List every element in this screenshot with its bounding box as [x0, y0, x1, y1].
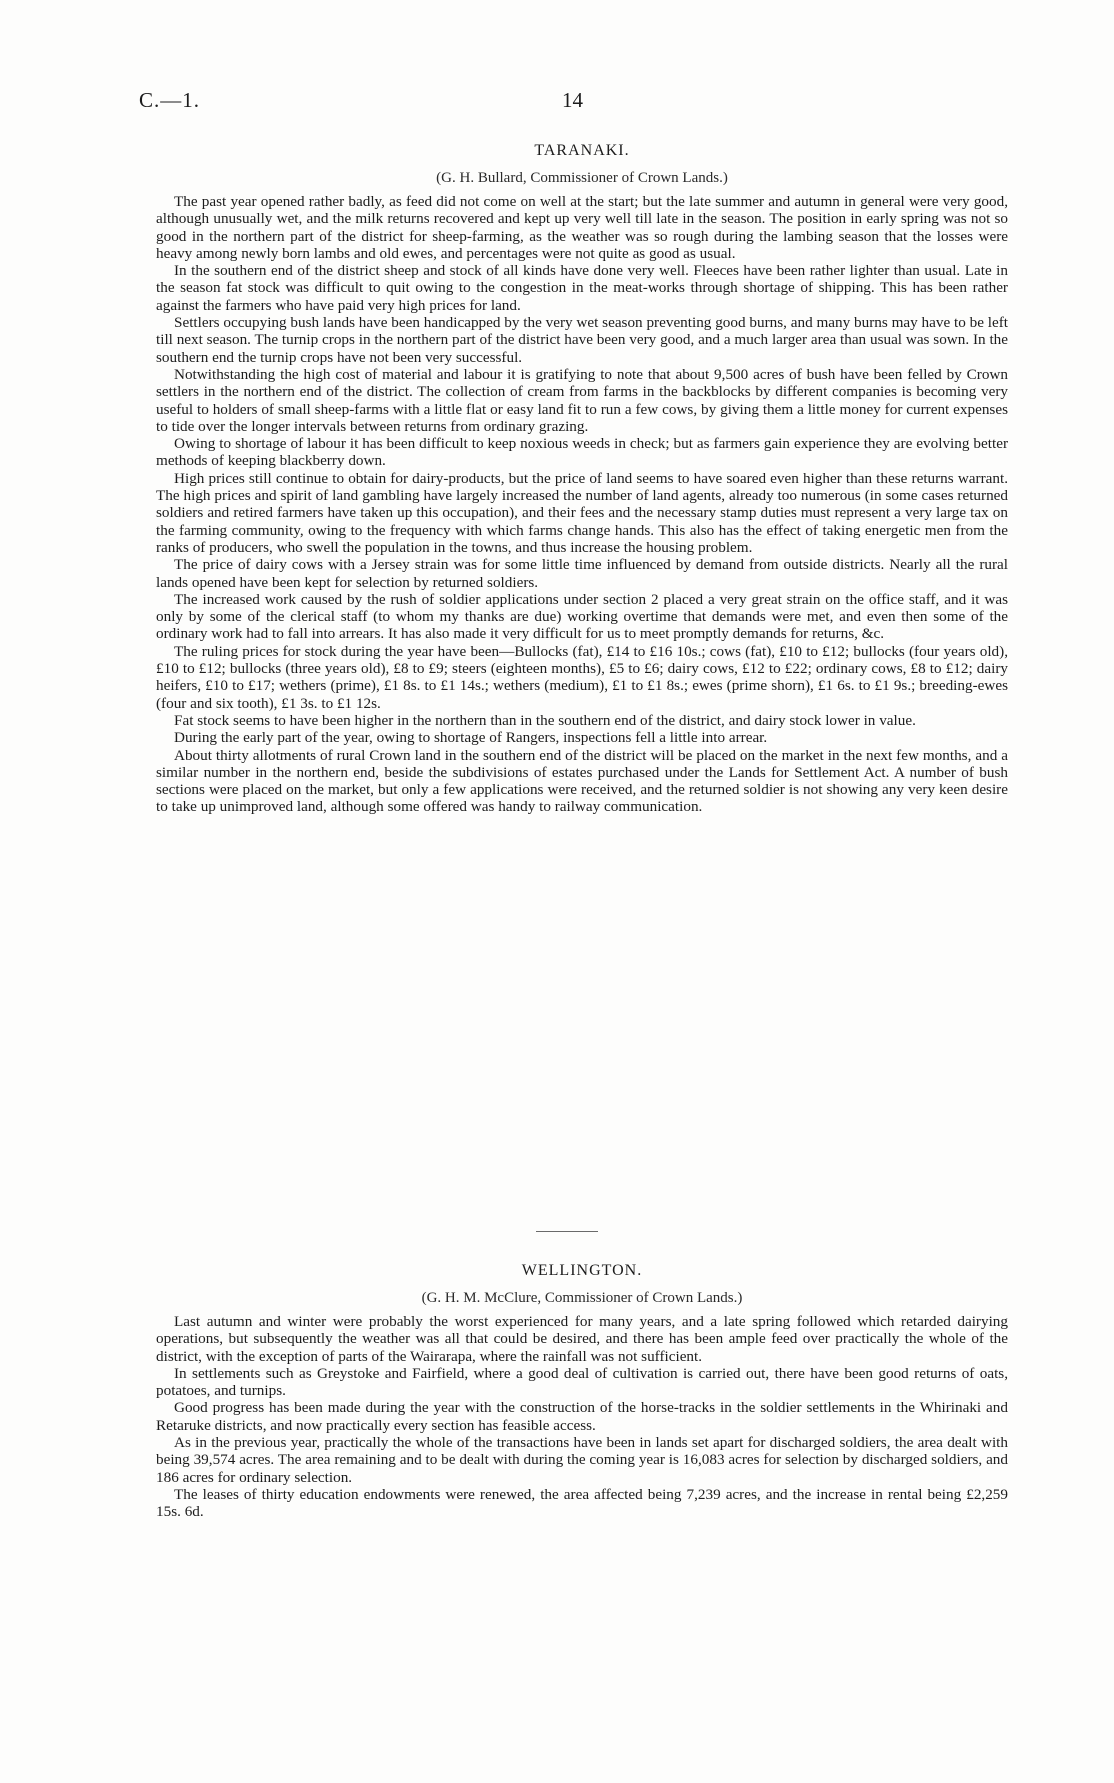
paragraph: The ruling prices for stock during the year have been—Bullocks (fat), £14 to £16 10s.; cows (fat), £10 to £12; bullocks (four years old), £10 to £12; bullocks (three years old), £8 to £9; steers (eighteen months), £5 to £6; dairy cows, £12 to £22; ordinary cows, £8 to £12; dairy heifers, £10 to £17; wethers (prime), £1 8s. to £1 14s.; wethers (medium), £1 to £1 8s.; ewes (prime shorn), £1 6s. to £1 9s.; breeding-ewes (four and six tooth), £1 3s. to £1 12s. — [156, 642, 1008, 712]
paragraph: The leases of thirty education endowments were renewed, the area affected being 7,239 acres, and the increase in rental being £2,259 15s. 6d. — [156, 1485, 1008, 1521]
paragraph: In settlements such as Greystoke and Fairfield, where a good deal of cultivation is carried out, there have been good returns of oats, potatoes, and turnips. — [156, 1364, 1008, 1400]
paragraph: Good progress has been made during the year with the construction of the horse-tracks in the soldier settlements in the Whirinaki and Retaruke districts, and now practically every section has feasible access. — [156, 1399, 1008, 1434]
paragraph: The increased work caused by the rush of soldier applications under section 2 placed a very great strain on the office staff, and it was only by some of the clerical staff (to whom my thanks are due) working overtime that demands were met, and even then some of the ordinary work had to fall into arrears. It has also made it very difficult for us to meet promptly demands for returns, &c. — [156, 590, 1008, 643]
section-divider — [536, 1231, 598, 1232]
paragraph: As in the previous year, practically the whole of the transactions have been in lands set apart for discharged soldiers, the area dealt with being 39,574 acres. The area remaining and to be dealt with during the coming year is 16,083 acres for selection by discharged soldiers, and 186 acres for ordinary selection. — [156, 1434, 1008, 1486]
paragraph: Notwithstanding the high cost of material and labour it is gratifying to note that about 9,500 acres of bush have been felled by Crown settlers in the northern end of the district. The collection of cream from farms in the backblocks by different companies is becoming very useful to holders of small sheep-farms with a little flat or easy land fit to run a few cows, by giving them a little money for current expenses to tide over the longer intervals between returns from ordinary grazing. — [156, 365, 1008, 435]
report-reference: C.—1. — [139, 88, 201, 112]
paragraph: During the early part of the year, owing to shortage of Rangers, inspections fell a little into arrear. — [174, 729, 768, 747]
paragraph: The past year opened rather badly, as feed did not come on well at the start; but the late summer and autumn in general were very good, although unusually wet, and the milk returns recovered and kept up very well till late in the season. The position in early spring was not so good in the northern part of the district for sheep-farming, as the weather was so rough during the lambing season that the losses were heavy among newly born lambs and old ewes, and percentages were not quite as good as usual. — [156, 193, 1008, 262]
page-number: 14 — [562, 88, 583, 112]
paragraph: Fat stock seems to have been higher in the northern than in the southern end of the district, and dairy stock lower in value. — [174, 711, 916, 729]
paragraph: In the southern end of the district sheep and stock of all kinds have done very well. Fleeces have been rather lighter than usual. Late in the season fat stock was difficult to quit owing to the congestion in the meat-works through shortage of shipping. This has been rather against the farmers who have paid very high prices for land. — [156, 262, 1008, 314]
paragraph: High prices still continue to obtain for dairy-products, but the price of land seems to have soared even higher than these returns warrant. The high prices and spirit of land gambling have largely increased the number of land agents, already too numerous (in some cases returned soldiers and retired farmers have taken up this occupation), and their fees and the necessary stamp duties must represent a very large tax on the farming community, owing to the frequency with which farms change hands. This also has the effect of taking energetic men from the ranks of producers, who swell the population in the towns, and thus increase the housing problem. — [156, 469, 1008, 556]
section-title: WELLINGTON. — [521, 1262, 643, 1279]
section-byline: (G. H. M. McClure, Commissioner of Crown Lands.) — [421, 1290, 743, 1306]
section-wellington — [156, 1262, 1008, 1521]
section-byline: (G. H. Bullard, Commissioner of Crown Lands.) — [436, 170, 728, 186]
paragraph: Last autumn and winter were probably the worst experienced for many years, and a late spring followed which retarded dairying operations, but subsequently the weather was all that could be desired, and there has been ample feed over practically the whole of the district, with the exception of parts of the Wairarapa, where the rainfall was not sufficient. — [156, 1313, 1008, 1365]
section-title: TARANAKI. — [534, 142, 630, 159]
paragraph: Owing to shortage of labour it has been difficult to keep noxious weeds in check; but as farmers gain experience they are evolving better methods of keeping blackberry down. — [156, 435, 1008, 470]
paragraph: Settlers occupying bush lands have been handicapped by the very wet season preventing good burns, and many burns may have to be left till next season. The turnip crops in the northern part of the district have been very good, and a much larger area than usual was sown. In the southern end the turnip crops have not been very successful. — [156, 314, 1008, 366]
section-taranaki — [156, 142, 1008, 816]
paragraph: About thirty allotments of rural Crown land in the southern end of the district will be placed on the market in the next few months, and a similar number in the northern end, beside the subdivisions of estates purchased under the Lands for Settlement Act. A number of bush sections were placed on the market, but only a few applications were received, and the returned soldier is not showing any very keen desire to take up unimproved land, although some offered was handy to railway communication. — [156, 746, 1008, 816]
paragraph: The price of dairy cows with a Jersey strain was for some little time influenced by demand from outside districts. Nearly all the rural lands opened have been kept for selection by returned soldiers. — [156, 556, 1008, 591]
